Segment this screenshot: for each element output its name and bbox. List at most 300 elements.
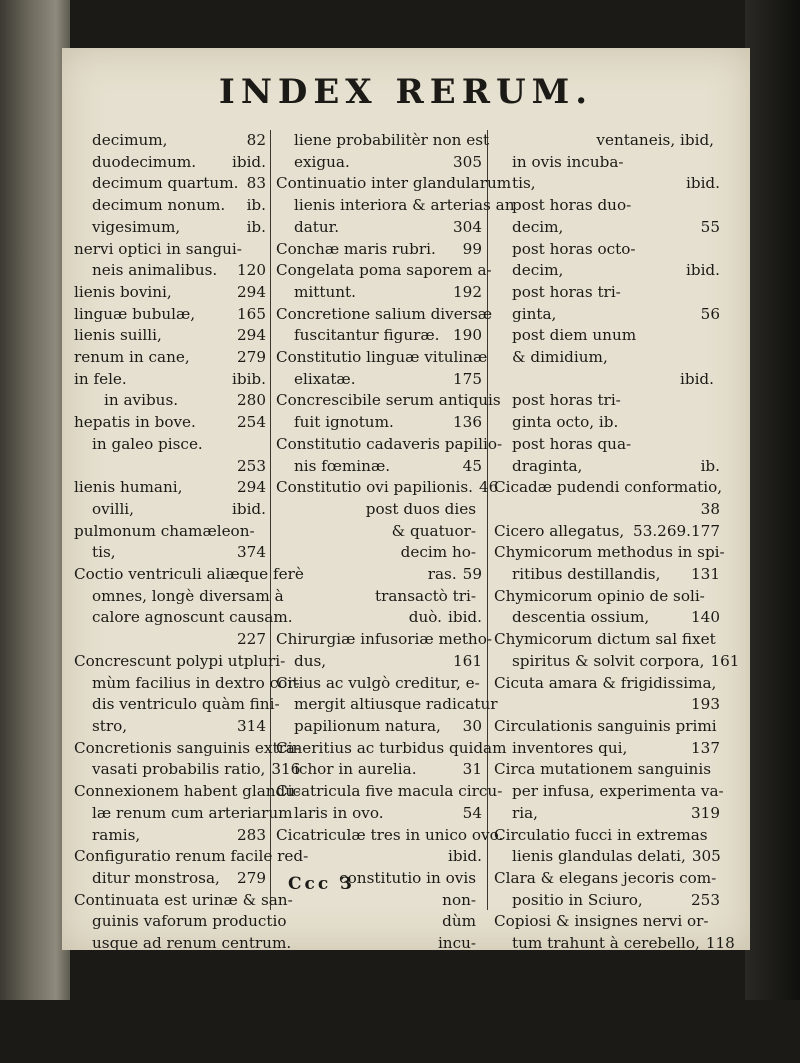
entry-text: Clara & elegans jecoris com- [494,868,717,887]
entry-page-number [714,434,720,456]
entry-page-number [736,998,742,1020]
signature-mark: Ccc 3 [288,874,355,894]
entry-text: duodecimum. [92,152,197,171]
index-entry [276,607,482,629]
entry-page-number [714,282,720,304]
entry-text: decimum, [92,131,168,149]
entry-text: mergit altiusque radicatur [294,695,498,714]
entry-page-number: 190 [453,326,482,345]
entry-page-number [725,1020,731,1042]
index-entry [494,130,720,152]
entry-text: in ovis [426,999,476,1018]
entry-page-number [476,933,482,955]
entry-text: & dimidium, [512,348,608,367]
entry-text: neis animalibus. [92,261,218,280]
index-entry [74,434,266,456]
entry-text: lienis humani, [74,478,183,497]
index-entry [494,1042,720,1063]
index-entry [74,825,266,847]
index-entry [276,304,493,326]
index-entry [494,390,720,412]
entry-text: tis, [92,543,116,562]
entry-text: dùm [442,912,476,931]
entry-page-number: ibid. [686,174,720,193]
entry-page-number [714,152,720,174]
entry-page-number: 137 [691,738,720,757]
dark-background [745,0,800,1000]
index-entry [494,955,720,977]
entry-page-number [714,130,720,152]
entry-page-number: 131 [691,565,720,584]
entry-text: renum in cane, [74,348,190,367]
index-entry [276,998,482,1020]
entry-text: Chymicorum dictum sal fixet [494,630,716,649]
index-entry [74,390,266,412]
entry-text: laris in ovo. [294,803,384,822]
index-entry [494,369,720,391]
entry-text: lienis bovini, [74,282,172,301]
entry-page-number [487,347,493,369]
index-entry [494,195,720,217]
entry-text: ginta octo, ib. [512,413,619,432]
entry-page-number [724,781,730,803]
index-entry [494,152,720,174]
entry-page-number: 55 [700,217,720,236]
index-entry [74,890,293,912]
index-entry [494,933,735,955]
index-entry [494,217,720,239]
entry-text: in galeo piscе. [92,434,203,453]
entry-page-number [476,1020,482,1042]
index-entry [276,803,482,825]
index-entry [74,325,266,347]
entry-text: post duos dies [365,499,476,518]
index-entry [276,586,482,608]
index-entry [494,542,725,564]
index-entry [494,781,724,803]
index-entry [276,130,490,152]
index-entry [276,846,482,868]
entry-text: linguæ bubulæ, [74,304,196,323]
index-entry [74,803,293,825]
index-entry [276,456,482,478]
index-entry [494,586,720,608]
entry-text: post horas duo- [512,196,632,215]
entry-page-number: 46 [479,478,499,497]
entry-page-number [480,673,486,695]
index-entry [276,933,482,955]
entry-page-number [722,477,728,499]
index-entry [276,976,482,998]
index-entry [494,499,720,521]
entry-page-number: 227 [237,630,266,649]
index-entry [276,325,482,347]
entry-text: mùm facilius in dextro cor- [92,673,300,692]
entry-text: teria in liene observati. [92,999,272,1018]
entry-text: Cicuta amara & frigidissima, [494,673,717,692]
entry-page-number: 253 [691,890,720,909]
index-entry [276,369,482,391]
index-entry [74,347,266,369]
index-entry [494,347,720,369]
index-entry [276,195,515,217]
entry-page-number [714,369,720,391]
index-entry [74,239,266,261]
entry-text: Conchæ maris rubri. [276,239,436,258]
entry-page-number [476,586,482,608]
entry-text: Configuratio renum facile red- [74,847,309,866]
entry-text: post horas octo- [512,239,636,258]
entry-text: non- [442,890,476,909]
entry-text: Constitutio cadaveris papilio- [276,434,503,453]
index-entry [74,673,300,695]
entry-text: Copiosi & insignes nervi or- [494,912,709,931]
entry-text: Concrescunt polypi utpluri- [74,651,286,670]
entry-text: Copia separati humoris in liene [494,999,736,1018]
entry-page-number: ibib. [232,369,266,388]
entry-page-number [476,499,482,521]
index-entry [494,716,720,738]
entry-page-number: 284 [237,955,266,974]
entry-page-number [714,759,720,781]
entry-text: decim, [512,261,564,280]
index-entry [494,846,720,868]
index-entry [74,911,287,933]
entry-page-number: 118 [705,934,735,953]
index-entry [74,694,280,716]
entry-text: post diem unum [512,326,637,345]
index-entry [276,716,482,738]
index-entry [74,521,266,543]
index-entry [74,217,266,239]
entry-page-number [476,542,482,564]
entry-text: fub- [445,1020,476,1039]
index-entry [74,933,292,955]
entry-page-number: 161 [453,651,482,670]
index-entry [74,477,266,499]
entry-page-number: 54 [462,977,482,996]
entry-page-number: 59 [462,565,482,584]
entry-page-number [716,868,722,890]
index-entry [276,152,482,174]
entry-page-number [476,998,482,1020]
entry-page-number: 56 [700,304,720,323]
index-entry [74,369,266,391]
index-entry [74,499,266,521]
index-entry [494,694,720,716]
entry-text: ria, [512,803,538,822]
entry-page-number: 31 [462,760,482,779]
entry-page-number: ibid. [448,847,482,866]
entry-text: ibid. [680,369,714,388]
entry-text: Concretionis sanguinis extra- [74,738,301,757]
entry-text: nis fœminæ. [294,456,391,475]
index-entry [276,1020,482,1042]
index-entry [494,173,720,195]
entry-text: Circa mutationem sanguinis [494,760,711,779]
entry-text: mittunt. [294,282,356,301]
index-entry [74,759,301,781]
entry-text: usque ad renum centrum. [92,934,292,953]
entry-text: decim, [512,217,564,236]
book-binding-edge [0,0,70,1000]
entry-text: pulmonum chamæleon- [74,521,255,540]
index-entry [494,564,720,586]
entry-text: Continuatio inter glandularum [276,174,512,193]
entry-text: Constitutio ovi papilionis. [276,478,473,497]
entry-text: hepatis in bove. [74,413,196,432]
index-entry [74,781,301,803]
index-entry [494,1020,726,1042]
index-entry [74,282,266,304]
entry-text: Coctio ventriculi aliæque ferè [74,565,304,584]
entry-page-number: 140 [691,608,720,627]
entry-page-number [714,911,720,933]
index-entry [276,825,504,847]
index-entry [494,239,720,261]
entry-text: Concretione salium diversæ [276,304,493,323]
index-column-2 [276,130,515,1042]
index-entry [494,629,720,651]
index-entry [276,477,499,499]
index-entry [494,673,720,695]
entry-text: in fele. [74,369,127,388]
entry-text: ras. [427,565,457,584]
index-column-1 [74,130,310,1042]
index-entry [276,911,482,933]
entry-text: positio in Sciuro, [512,890,643,909]
entry-page-number [260,521,266,543]
entry-text: Chymicorum opinio de soli- [494,586,705,605]
entry-text: Conditio separati humoris in [74,1020,295,1039]
index-entry [74,195,266,217]
entry-text: Concreti calculi ex gypsea ma- [74,977,310,996]
entry-text: batis. [433,955,476,974]
entry-page-number: 175 [453,369,482,388]
entry-page-number: 279 [237,868,266,887]
entry-text: Connexionem habent glandu- [74,782,301,801]
entry-text: post horas qua- [512,434,632,453]
entry-text: Chymicorum methodus in spi- [494,543,725,562]
entry-page-number [714,347,720,369]
index-entry [74,607,293,629]
index-entry [494,412,720,434]
index-entry [74,412,266,434]
entry-page-number: ibid. [232,499,266,518]
entry-text: Circulationis sanguinis primi [494,716,717,735]
index-entry [494,825,720,847]
index-entry [74,716,266,738]
entry-text: tis, [512,174,536,193]
index-entry [494,803,720,825]
entry-page-number [714,412,720,434]
index-entry [74,955,266,977]
index-entry [276,260,492,282]
entry-page-number [716,629,722,651]
index-entry [276,173,512,195]
index-entry [74,456,266,478]
index-entry [494,521,720,543]
index-entry [74,651,286,673]
entry-text: Cineritius ac turbidus quidam [276,738,507,757]
entry-text: læ renum cum arteriarum [92,803,293,822]
index-entry [276,694,498,716]
entry-page-number: 165 [237,304,266,323]
entry-text: ritibus destillandis, [512,565,661,584]
entry-page-number [717,716,723,738]
entry-text: & quatuor- [391,521,476,540]
entry-page-number: 161 [710,651,740,670]
index-entry [494,282,720,304]
entry-text: vigesimum, [92,217,181,236]
entry-page-number: 192 [453,282,482,301]
entry-text: ovilli, [92,499,134,518]
entry-page-number [714,586,720,608]
entry-page-number: ib. [246,196,266,215]
entry-text: per infusa, experimenta va- [512,782,724,801]
page-title: INDEX RERUM. [218,72,594,112]
entry-text: fuit ignotum. [294,413,394,432]
index-entry [276,738,507,760]
book-page [62,48,750,1061]
index-column-3 [494,130,740,1063]
index-entry [276,781,503,803]
entry-page-number: ibid. [448,608,482,627]
entry-text: Circulatio fucci in extremas [494,825,708,844]
index-entry [74,629,266,651]
entry-page-number: ib. [700,456,720,475]
entry-page-number: 374 [237,543,266,562]
entry-page-number: 292 [277,999,307,1018]
entry-text: descentia ossium, [512,608,650,627]
entry-text: Cicatriculæ tres in unico ovo. [276,825,504,844]
entry-page-number [714,195,720,217]
entry-text: exigua. [294,152,350,171]
index-entry [494,456,720,478]
index-entry [74,586,284,608]
index-entry [276,651,482,673]
index-entry [74,542,266,564]
entry-page-number: 294 [237,282,266,301]
index-entry [74,1020,295,1042]
index-entry [276,955,482,977]
entry-text: lienis suilli, [74,326,162,345]
entry-text: decim ho- [400,543,476,562]
index-entry [74,976,310,998]
entry-page-number: 83 [246,174,266,193]
entry-text: decimum nonum. [92,196,226,215]
entry-page-number: 38 [700,499,720,518]
entry-page-number [714,390,720,412]
entry-page-number: 280 [237,391,266,410]
entry-text: Citius ac vulgò creditur, e- [276,673,480,692]
entry-text: post horas tri- [512,282,621,301]
entry-page-number: 193 [691,695,720,714]
entry-page-number: 136 [453,413,482,432]
entry-text: post horas tri- [512,391,621,410]
entry-text: nervi optici in sangui- [74,239,242,258]
entry-text: in avibus. [104,391,179,410]
entry-page-number [720,955,726,977]
entry-page-number [260,239,266,261]
entry-page-number: 304 [453,217,482,236]
index-entry [494,434,720,456]
entry-page-number: 316 [271,760,301,779]
entry-text: guinis vaforum productio [92,912,287,931]
entry-page-number: ibid. [232,152,266,171]
entry-page-number: 53.269.177 [633,521,720,540]
entry-page-number: 82 [246,131,266,149]
index-entry [276,347,488,369]
index-entry [276,217,482,239]
index-entry [494,260,720,282]
entry-text: transactò tri- [375,586,476,605]
index-entry [276,673,482,695]
index-entry [494,304,720,326]
entry-page-number: 99 [462,239,482,258]
entry-text: vasati probabilis ratio, [92,760,266,779]
entry-text: papilionum natura, [294,716,441,735]
index-entry [494,998,736,1020]
entry-page-number [714,239,720,261]
index-entry [494,477,723,499]
index-entry [74,738,301,760]
index-entry [74,868,266,890]
entry-text: Continuata est urinæ & san- [74,890,293,909]
entry-text: Congelata poma saporem a- [276,261,492,280]
index-entry [74,260,266,282]
entry-page-number [716,673,722,695]
entry-page-number: 294 [237,326,266,345]
entry-page-number [476,868,482,890]
entry-text: ginta, [512,304,557,323]
index-entry [74,564,304,586]
entry-text: ichor in aurelia. [294,760,417,779]
entry-text: stro, [92,716,128,735]
index-entry [276,390,501,412]
entry-text: lienis glandulas delati, [512,847,686,866]
entry-text: Concrescibile serum antiquis [276,391,501,410]
index-entry [276,434,503,456]
entry-page-number: 314 [237,716,266,735]
index-entry [494,976,720,998]
entry-text: inventores qui, [512,738,628,757]
index-entry [276,412,482,434]
entry-page-number [714,825,720,847]
entry-text: spiritus & solvit corpora, [512,651,705,670]
entry-page-number: 45 [462,456,482,475]
index-entry [74,130,266,152]
entry-page-number: ibid. [686,261,720,280]
entry-page-number [714,325,720,347]
entry-text: Constitutio linguæ vitulinæ [276,348,488,367]
index-entry [494,325,720,347]
entry-text: Cicero allegatus, [494,521,625,540]
entry-text: ventaneis, ibid, [596,131,714,149]
index-entry [276,629,492,651]
index-entry [494,759,720,781]
index-entry [494,738,720,760]
entry-page-number: 279 [237,348,266,367]
entry-page-number [260,434,266,456]
entry-page-number: 253 [237,456,266,475]
index-entry [74,152,266,174]
entry-text: probabilitèr non est exigua, [512,1020,726,1039]
entry-text: calore agnoscunt causam. [92,608,293,627]
entry-page-number [476,890,482,912]
entry-page-number: 243 [691,977,720,996]
entry-page-number: 30 [462,716,482,735]
